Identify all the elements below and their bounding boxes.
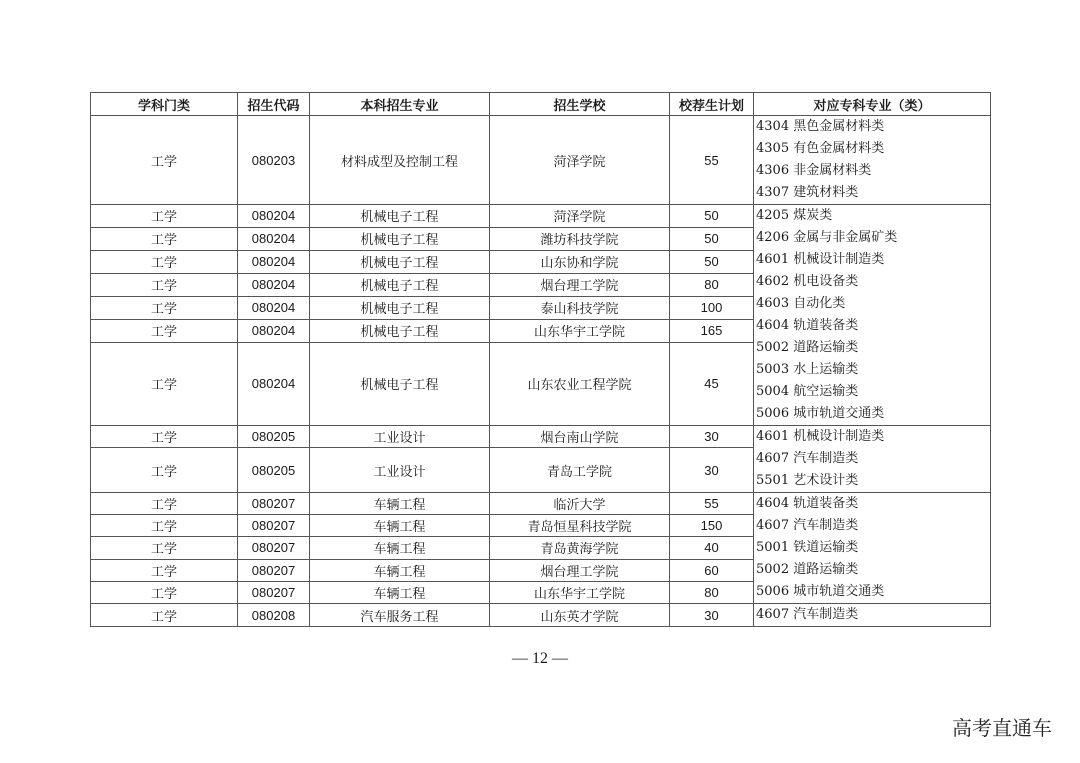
page-number: — 12 — (512, 650, 568, 667)
cell-discipline: 工学 (91, 319, 238, 342)
cell-plan: 60 (670, 559, 754, 581)
cell-code: 080204 (238, 273, 310, 296)
related-major-item: 5501 艺术设计类 (756, 473, 859, 488)
cell-school: 烟台理工学院 (490, 273, 670, 296)
header-related-majors: 对应专科专业（类） (754, 93, 991, 116)
related-major-item: 4206 金属与非金属矿类 (756, 230, 898, 245)
cell-major: 车辆工程 (310, 493, 490, 515)
related-major-item: 4607 汽车制造类 (756, 607, 859, 622)
cell-code: 080205 (238, 426, 310, 448)
cell-code: 080208 (238, 604, 310, 627)
cell-plan: 30 (670, 448, 754, 493)
watermark: 高考直通车 (952, 716, 1052, 740)
header-plan: 校荐生计划 (670, 93, 754, 116)
cell-school: 临沂大学 (490, 493, 670, 515)
cell-major: 车辆工程 (310, 559, 490, 581)
cell-plan: 80 (670, 581, 754, 603)
cell-plan: 55 (670, 116, 754, 205)
cell-discipline: 工学 (91, 559, 238, 581)
cell-school: 烟台理工学院 (490, 559, 670, 581)
related-major-item: 5003 水上运输类 (756, 362, 859, 377)
header-major: 本科招生专业 (310, 93, 490, 116)
table-row (91, 493, 991, 515)
cell-school: 潍坊科技学院 (490, 227, 670, 250)
related-major-item: 5006 城市轨道交通类 (756, 584, 885, 599)
cell-code: 080204 (238, 250, 310, 273)
enrollment-plan-table (90, 92, 991, 627)
cell-school: 山东农业工程学院 (490, 342, 670, 425)
cell-code: 080207 (238, 581, 310, 603)
cell-major: 材料成型及控制工程 (310, 116, 490, 205)
cell-plan: 80 (670, 273, 754, 296)
related-major-item: 4205 煤炭类 (756, 208, 833, 223)
cell-plan: 30 (670, 604, 754, 627)
cell-major: 机械电子工程 (310, 273, 490, 296)
cell-major: 工业设计 (310, 448, 490, 493)
cell-discipline: 工学 (91, 250, 238, 273)
cell-related-majors (754, 604, 991, 627)
cell-school: 山东英才学院 (490, 604, 670, 627)
cell-major: 机械电子工程 (310, 227, 490, 250)
cell-code: 080204 (238, 319, 310, 342)
cell-school: 青岛黄海学院 (490, 537, 670, 559)
cell-discipline: 工学 (91, 227, 238, 250)
table-row (91, 116, 991, 205)
related-major-item: 5004 航空运输类 (756, 384, 859, 399)
related-major-item: 4602 机电设备类 (756, 274, 859, 289)
cell-plan: 165 (670, 319, 754, 342)
related-major-item: 4304 黑色金属材料类 (756, 119, 885, 134)
cell-code: 080204 (238, 296, 310, 319)
cell-school: 山东华宇工学院 (490, 581, 670, 603)
cell-school: 菏泽学院 (490, 205, 670, 228)
cell-code: 080204 (238, 342, 310, 425)
header-discipline: 学科门类 (91, 93, 238, 116)
header-code: 招生代码 (238, 93, 310, 116)
cell-major: 车辆工程 (310, 537, 490, 559)
cell-code: 080205 (238, 448, 310, 493)
header-school: 招生学校 (490, 93, 670, 116)
cell-major: 汽车服务工程 (310, 604, 490, 627)
cell-discipline: 工学 (91, 426, 238, 448)
related-major-item: 4307 建筑材料类 (756, 185, 859, 200)
cell-plan: 30 (670, 426, 754, 448)
cell-discipline: 工学 (91, 296, 238, 319)
cell-major: 工业设计 (310, 426, 490, 448)
cell-school: 泰山科技学院 (490, 296, 670, 319)
cell-major: 车辆工程 (310, 581, 490, 603)
cell-major: 机械电子工程 (310, 296, 490, 319)
cell-plan: 45 (670, 342, 754, 425)
cell-code: 080204 (238, 227, 310, 250)
cell-related-majors (754, 493, 991, 604)
table-row (91, 426, 991, 448)
cell-major: 机械电子工程 (310, 250, 490, 273)
table-body (91, 116, 991, 627)
cell-school: 青岛工学院 (490, 448, 670, 493)
related-major-item: 4601 机械设计制造类 (756, 429, 885, 444)
related-major-item: 5002 道路运输类 (756, 562, 859, 577)
cell-code: 080204 (238, 205, 310, 228)
cell-school: 菏泽学院 (490, 116, 670, 205)
cell-school: 山东华宇工学院 (490, 319, 670, 342)
cell-plan: 50 (670, 205, 754, 228)
related-major-item: 5001 铁道运输类 (756, 540, 859, 555)
table-row (91, 205, 991, 228)
related-major-item: 4603 自动化类 (756, 296, 846, 311)
cell-related-majors (754, 426, 991, 493)
cell-plan: 50 (670, 227, 754, 250)
cell-discipline: 工学 (91, 205, 238, 228)
cell-plan: 100 (670, 296, 754, 319)
related-major-item: 4607 汽车制造类 (756, 518, 859, 533)
cell-discipline: 工学 (91, 581, 238, 603)
cell-code: 080207 (238, 515, 310, 537)
related-major-item: 5006 城市轨道交通类 (756, 406, 885, 421)
cell-code: 080207 (238, 537, 310, 559)
cell-code: 080207 (238, 493, 310, 515)
cell-discipline: 工学 (91, 116, 238, 205)
cell-discipline: 工学 (91, 604, 238, 627)
cell-school: 烟台南山学院 (490, 426, 670, 448)
table-header (91, 93, 991, 116)
cell-code: 080203 (238, 116, 310, 205)
cell-school: 青岛恒星科技学院 (490, 515, 670, 537)
related-major-item: 4305 有色金属材料类 (756, 141, 885, 156)
related-major-item: 4607 汽车制造类 (756, 451, 859, 466)
cell-discipline: 工学 (91, 537, 238, 559)
cell-major: 机械电子工程 (310, 319, 490, 342)
cell-plan: 55 (670, 493, 754, 515)
related-major-item: 4306 非金属材料类 (756, 163, 872, 178)
related-major-item: 4604 轨道装备类 (756, 318, 859, 333)
cell-major: 机械电子工程 (310, 342, 490, 425)
table-row (91, 604, 991, 627)
cell-related-majors (754, 205, 991, 426)
cell-plan: 40 (670, 537, 754, 559)
cell-related-majors (754, 116, 991, 205)
cell-discipline: 工学 (91, 448, 238, 493)
related-major-item: 5002 道路运输类 (756, 340, 859, 355)
related-major-item: 4604 轨道装备类 (756, 496, 859, 511)
cell-discipline: 工学 (91, 515, 238, 537)
cell-school: 山东协和学院 (490, 250, 670, 273)
cell-discipline: 工学 (91, 493, 238, 515)
cell-plan: 50 (670, 250, 754, 273)
cell-major: 机械电子工程 (310, 205, 490, 228)
cell-discipline: 工学 (91, 342, 238, 425)
related-major-item: 4601 机械设计制造类 (756, 252, 885, 267)
cell-plan: 150 (670, 515, 754, 537)
cell-major: 车辆工程 (310, 515, 490, 537)
cell-code: 080207 (238, 559, 310, 581)
cell-discipline: 工学 (91, 273, 238, 296)
